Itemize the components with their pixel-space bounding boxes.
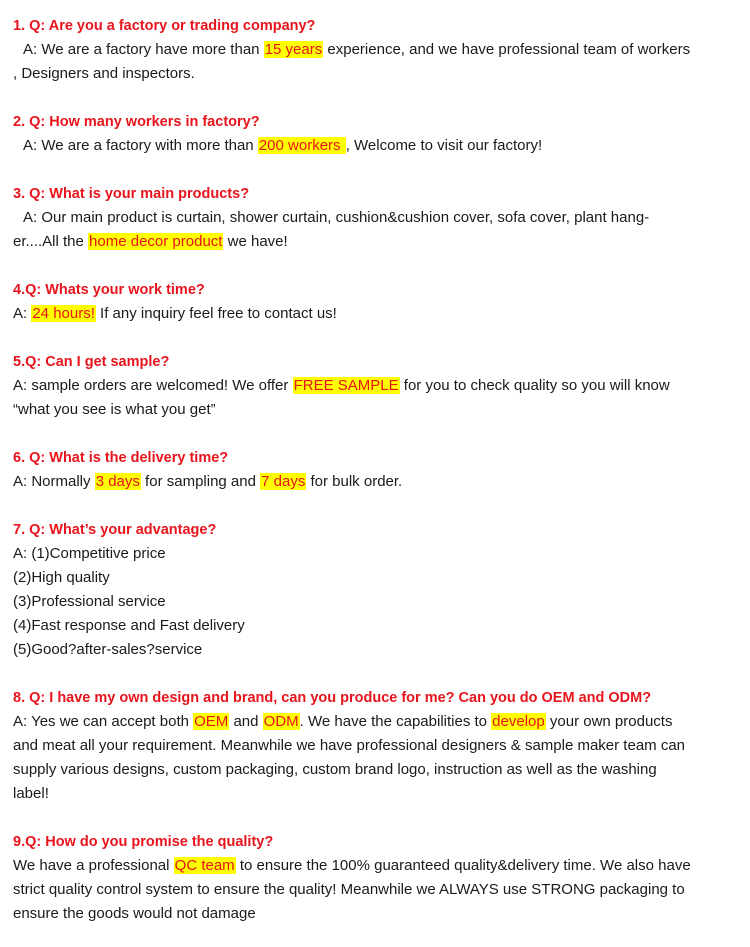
highlight-7-days: 7 days bbox=[261, 473, 306, 490]
faq-question-9: 9.Q: How do you promise the quality? bbox=[13, 834, 274, 850]
faq-answer-8-line-4: label! bbox=[13, 785, 49, 802]
answer-text: If any inquiry feel free to contact us! bbox=[95, 305, 337, 322]
advantage-item-2: (2)High quality bbox=[13, 569, 110, 586]
highlight-qc-team: QC team bbox=[174, 857, 235, 874]
faq-answer-2-line-1 bbox=[13, 134, 743, 158]
faq-document bbox=[13, 14, 743, 926]
highlight-24-hours: 24 hours! bbox=[32, 305, 95, 322]
faq-question-5: 5.Q: Can I get sample? bbox=[13, 354, 170, 370]
faq-question-4: 4.Q: Whats your work time? bbox=[13, 282, 205, 298]
answer-text: for sampling and bbox=[140, 473, 261, 490]
faq-question-7: 7. Q: What’s your advantage? bbox=[13, 522, 217, 538]
highlight-oem: OEM bbox=[194, 713, 229, 730]
faq-answer-5-line-2: “what you see is what you get” bbox=[13, 401, 216, 418]
faq-answer-1-line-2: , Designers and inspectors. bbox=[13, 65, 195, 82]
answer-text: experience, and we have professional team of workers bbox=[323, 41, 691, 58]
faq-answer-8-line-1 bbox=[13, 710, 743, 734]
faq-answer-5-line-1 bbox=[13, 374, 743, 398]
faq-answer-8-line-2: and meat all your requirement. Meanwhile we have professional designers & sample maker team can bbox=[13, 737, 686, 754]
faq-question-6: 6. Q: What is the delivery time? bbox=[13, 450, 229, 466]
faq-answer-3-line-1: A: Our main product is curtain, shower curtain, cushion&cushion cover, sofa cover, plant hang- bbox=[23, 209, 650, 226]
answer-text: for bulk order. bbox=[306, 473, 403, 490]
advantage-item-4: (4)Fast response and Fast delivery bbox=[13, 617, 245, 634]
faq-answer-9-line-2: strict quality control system to ensure the quality! Meanwhile we ALWAYS use STRONG packaging to bbox=[13, 881, 685, 898]
answer-text: and bbox=[229, 713, 263, 730]
advantage-item-1: A: (1)Competitive price bbox=[13, 545, 166, 562]
answer-text: A: We are a factory with more than bbox=[23, 137, 258, 154]
answer-text: for you to check quality so you will know bbox=[399, 377, 670, 394]
answer-text: we have! bbox=[223, 233, 288, 250]
advantage-item-5: (5)Good?after-sales?service bbox=[13, 641, 203, 658]
faq-question-1: 1. Q: Are you a factory or trading company? bbox=[13, 18, 316, 34]
highlight-200-workers: 200 workers bbox=[258, 137, 345, 154]
answer-text: A: sample orders are welcomed! We offer bbox=[13, 377, 293, 394]
answer-text: , Welcome to visit our factory! bbox=[345, 137, 543, 154]
faq-answer-4-line-1 bbox=[13, 302, 743, 326]
answer-text: We have a professional bbox=[13, 857, 174, 874]
answer-text: A: bbox=[13, 305, 32, 322]
answer-text: to ensure the 100% guaranteed quality&delivery time. We also have bbox=[235, 857, 691, 874]
faq-answer-1-line-1 bbox=[13, 38, 743, 62]
highlight-develop: develop bbox=[492, 713, 545, 730]
answer-text: your own products bbox=[545, 713, 673, 730]
answer-text: A: Normally bbox=[13, 473, 95, 490]
faq-answer-3-line-2 bbox=[13, 230, 743, 254]
faq-question-8: 8. Q: I have my own design and brand, can you produce for me? Can you do OEM and ODM? bbox=[13, 690, 652, 706]
answer-text: er....All the bbox=[13, 233, 89, 250]
answer-text: A: Yes we can accept both bbox=[13, 713, 194, 730]
highlight-free-sample: FREE SAMPLE bbox=[293, 377, 399, 394]
answer-text: . We have the capabilities to bbox=[299, 713, 492, 730]
highlight-home-decor-product: home decor product bbox=[89, 233, 223, 250]
faq-answer-9-line-1 bbox=[13, 854, 743, 878]
faq-question-3: 3. Q: What is your main products? bbox=[13, 186, 250, 202]
highlight-3-days: 3 days bbox=[95, 473, 140, 490]
answer-text: A: We are a factory have more than bbox=[23, 41, 264, 58]
highlight-15-years: 15 years bbox=[264, 41, 323, 58]
advantage-item-3: (3)Professional service bbox=[13, 593, 166, 610]
highlight-odm: ODM bbox=[263, 713, 299, 730]
faq-answer-9-line-3: ensure the goods would not damage bbox=[13, 905, 256, 922]
faq-answer-8-line-3: supply various designs, custom packaging, custom brand logo, instruction as well as the washing bbox=[13, 761, 657, 778]
faq-answer-6-line-1 bbox=[13, 470, 743, 494]
faq-question-2: 2. Q: How many workers in factory? bbox=[13, 114, 260, 130]
